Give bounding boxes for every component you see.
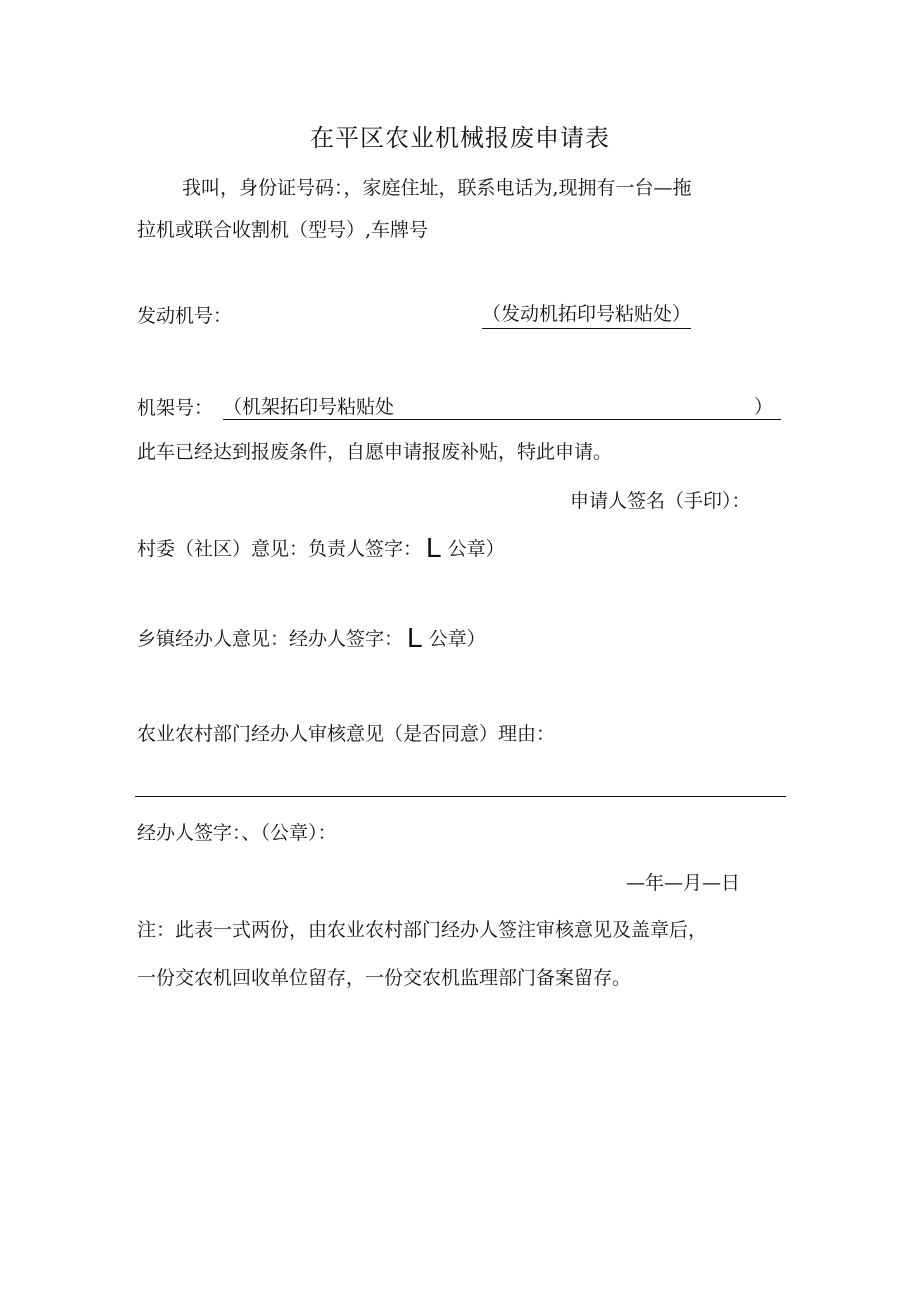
form-title: 在平区农业机械报废申请表 xyxy=(310,124,610,152)
note-line-1: 注：此表一式两份，由农业农村部门经办人签注审核意见及盖章后， xyxy=(137,919,708,941)
date-line: —年—月—日 xyxy=(626,872,741,894)
township-opinion-line xyxy=(137,622,486,653)
frame-number-label: 机架号： xyxy=(137,397,214,419)
intro-line-2: 拉机或联合收割机（型号）,车牌号 xyxy=(137,219,429,241)
intro-line-1: 我叫，身份证号码：，家庭住址，联系电话为,现拥有一台—拖 xyxy=(182,177,692,199)
frame-paste-area[interactable] xyxy=(223,394,781,420)
engine-paste-area-label: （发动机拓印号粘贴处） xyxy=(482,301,691,329)
note-line-2: 一份交农机回收单位留存，一份交农机监理部门备案留存。 xyxy=(137,967,632,989)
engine-number-label: 发动机号： xyxy=(137,305,233,327)
handler-signature-label: 经办人签字：、（公章）： xyxy=(137,822,337,844)
application-statement: 此车已经达到报废条件，自愿申请报废补贴，特此申请。 xyxy=(137,441,613,463)
applicant-signature-label: 申请人签名（手印）： xyxy=(570,490,751,512)
agri-dept-opinion-label: 农业农村部门经办人审核意见（是否同意）理由： xyxy=(137,723,556,745)
frame-paste-area-close: ） xyxy=(753,396,773,418)
village-opinion-prefix: 村委（社区）意见：负责人签字： xyxy=(137,538,423,560)
frame-paste-area-label: （机架拓印号粘贴处 xyxy=(223,396,395,418)
township-opinion-prefix: 乡镇经办人意见：经办人签字： xyxy=(137,628,404,650)
village-opinion-line xyxy=(137,532,505,563)
township-opinion-suffix: 公章） xyxy=(428,628,486,650)
village-opinion-mark: L xyxy=(426,532,442,563)
township-opinion-mark: L xyxy=(407,622,423,653)
village-opinion-suffix: 公章） xyxy=(447,538,505,560)
engine-paste-area[interactable] xyxy=(482,301,691,329)
opinion-reason-line[interactable] xyxy=(135,796,786,797)
